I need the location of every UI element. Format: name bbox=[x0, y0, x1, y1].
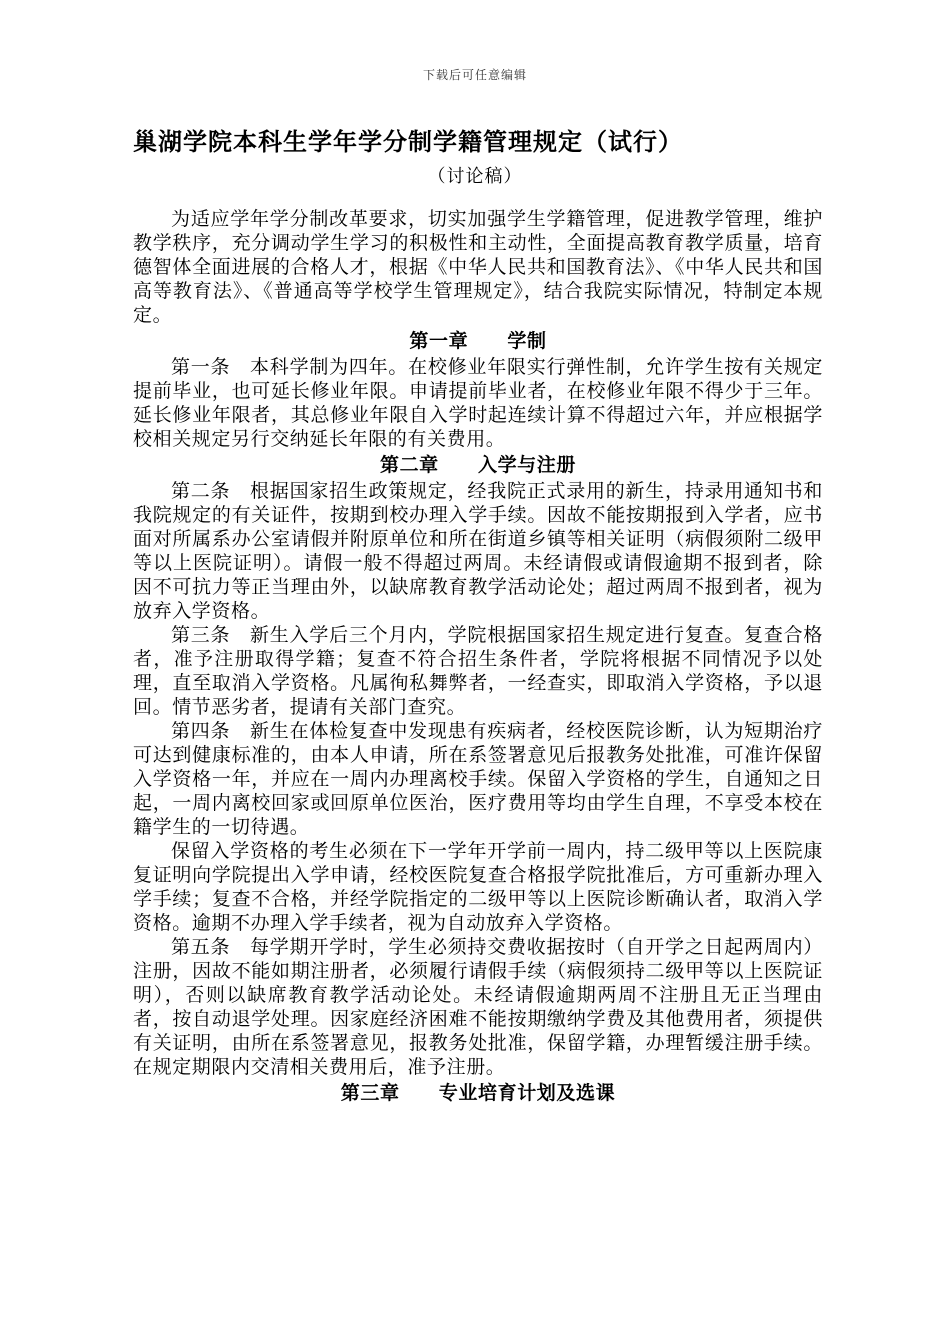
document-body bbox=[133, 207, 823, 1107]
article-paragraph: 第二条 根据国家招生政策规定，经我院正式录用的新生，持录用通知书和我院规定的有关证件，按期到校办理入学手续。因故不能按期报到入学者，应书面对所属系办公室请假并附原单位和所在街道乡镇等相关证明（病假须附二级甲等以上医院证明）。请假一般不得超过两周。未经请假或请假逾期不报到者，除因不可抗力等正当理由外，以缺席教育教学活动论处；超过两周不报到者，视为放弃入学资格。 bbox=[133, 480, 823, 622]
article-paragraph: 第五条 每学期开学时，学生必须持交费收据按时（自开学之日起两周内）注册，因故不能如期注册者，必须履行请假手续（病假须持二级甲等以上医院证明），否则以缺席教育教学活动论处。未经请假逾期两周不注册且无正当理由者，按自动退学处理。因家庭经济困难不能按期缴纳学费及其他费用者，须提供有关证明，由所在系签署意见，报教务处批准，保留学籍，办理暂缓注册手续。在规定期限内交清相关费用后，准予注册。 bbox=[133, 936, 823, 1078]
document-subtitle: （讨论稿） bbox=[427, 166, 523, 187]
article-paragraph: 保留入学资格的考生必须在下一学年开学前一周内，持二级甲等以上医院康复证明向学院提出入学申请，经校医院复查合格报学院批准后，方可重新办理入学手续；复查不合格，并经学院指定的二级甲等以上医院诊断确认者，取消入学资格。逾期不办理入学手续者，视为自动放弃入学资格。 bbox=[133, 840, 823, 934]
chapter-heading: 第三章 专业培育计划及选课 bbox=[340, 1082, 616, 1104]
preamble-paragraph: 为适应学年学分制改革要求，切实加强学生学籍管理，促进教学管理，维护教学秩序，充分调动学生学习的积极性和主动性，全面提高教育教学质量，培育德智体全面进展的合格人才，根据《中华人民共和国教育法》、《中华人民共和国高等教育法》、《普通高等学校学生管理规定》，结合我院实际情况，特制定本规定。 bbox=[133, 208, 823, 326]
article-paragraph: 第一条 本科学制为四年。在校修业年限实行弹性制，允许学生按有关规定提前毕业，也可延长修业年限。申请提前毕业者，在校修业年限不得少于三年。延长修业年限者，其总修业年限自入学时起连续计算不得超过六年，并应根据学校相关规定另行交纳延长年限的有关费用。 bbox=[133, 356, 823, 450]
document-title: 巢湖学院本科生学年学分制学籍管理规定（试行） bbox=[133, 128, 683, 156]
article-paragraph: 第三条 新生入学后三个月内，学院根据国家招生规定进行复查。复查合格者，准予注册取得学籍；复查不符合招生条件者，学院将根据不同情况予以处理，直至取消入学资格。凡属徇私舞弊者，一经查实，即取消入学资格，予以退回。情节恶劣者，提请有关部门查究。 bbox=[133, 624, 823, 718]
article-paragraph: 第四条 新生在体检复查中发现患有疾病者，经校医院诊断，认为短期治疗可达到健康标准的，由本人申请，所在系签署意见后报教务处批准，可准许保留入学资格一年，并应在一周内办理离校手续。保留入学资格的学生，自通知之日起，一周内离校回家或回原单位医治，医疗费用等均由学生自理，不享受本校在籍学生的一切待遇。 bbox=[133, 720, 823, 838]
chapter-heading: 第一章 学制 bbox=[409, 330, 547, 352]
header-note: 下载后可任意编辑 bbox=[422, 68, 527, 82]
chapter-heading: 第二章 入学与注册 bbox=[379, 454, 576, 476]
